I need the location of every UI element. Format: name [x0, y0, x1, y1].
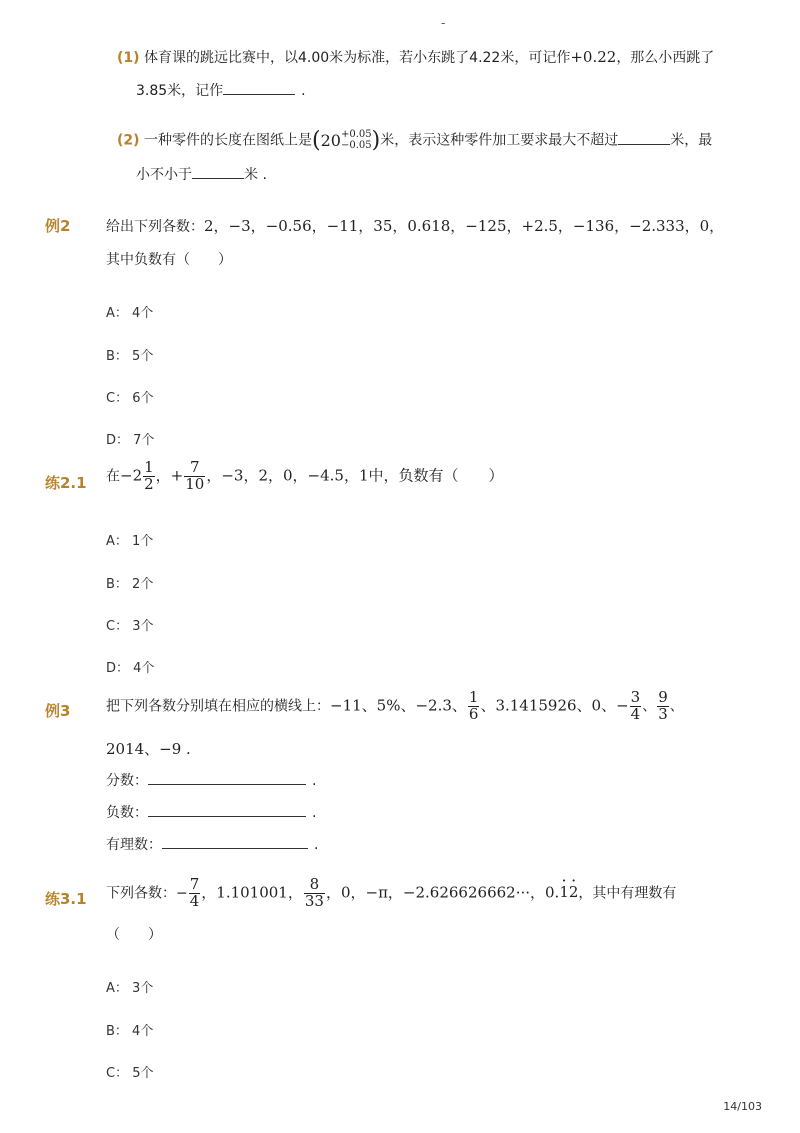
pr31-seg2: ，0，−π，−2.626626662···，0. — [325, 883, 560, 902]
pr21-option-c[interactable]: C： 3个 — [106, 619, 154, 634]
ex3-line1 — [106, 690, 684, 723]
ex3-fill2-label: 负数： — [106, 805, 148, 821]
pr21-option-a[interactable]: A： 1个 — [106, 534, 154, 549]
q2-line2-text: 小不小于 — [136, 167, 192, 183]
ex3-label: 例3 — [45, 702, 71, 720]
ex2-option-b[interactable]: B： 5个 — [106, 349, 154, 364]
ex2-numbers: 2，−3，−0.56，−11，35，0.618，−125，+2.5，−136，−2.333，0， — [204, 217, 725, 235]
ex2-option-d[interactable]: D： 7个 — [106, 433, 155, 448]
ex3-fill3-dot: . — [314, 837, 319, 853]
ex3-frac2: $\frac{3}{4}$ — [630, 688, 641, 723]
header-dash: - — [441, 16, 446, 30]
ex3-rational-blank[interactable] — [162, 834, 308, 849]
ex3-fill-negative — [106, 802, 316, 822]
pr31-frac1: $\frac{7}{4}$ — [189, 875, 200, 910]
ex2-lead: 给出下列各数： — [106, 219, 204, 235]
q2-tol-up: +0.05 — [340, 129, 372, 140]
pr31-seg1: ，1.101001， — [201, 883, 303, 902]
q2-line2 — [136, 164, 267, 184]
ex3-seg1: −11、5%、−2.3、 — [330, 696, 467, 715]
q1-value: +0.22 — [570, 48, 617, 66]
q2-post2: 米，最 — [670, 132, 713, 149]
pr31-line1 — [106, 877, 676, 910]
q2-tol-down: −0.05 — [340, 139, 372, 151]
ex3-fill2-dot: . — [312, 805, 317, 821]
q1-text-b: ，那么小西跳了 — [616, 50, 715, 66]
ex3-fill1-dot: . — [312, 773, 317, 789]
q2-post: 米，表示这种零件加工要求最大不超过 — [380, 132, 619, 149]
pr21-pre: 在 — [106, 468, 120, 485]
ex2-option-c[interactable]: C： 6个 — [106, 391, 154, 406]
q1-end: . — [301, 83, 306, 99]
q2-line1: (2) 一种零件的长度在图纸上是(20 +0.05 −0.05 )米，表示这种零件加工要求最大不超过 米，最 — [117, 128, 713, 153]
ex3-frac1: $\frac{1}{6}$ — [468, 688, 479, 723]
q2-base: 20 — [320, 131, 341, 150]
pr31-pre: 下列各数：− — [106, 885, 188, 902]
ex2-option-a[interactable]: A： 4个 — [106, 306, 154, 321]
ex2-label: 例2 — [45, 217, 71, 235]
q2-end: 米 . — [244, 167, 267, 183]
q2-number: (2) — [117, 132, 140, 149]
ex2-line2: 其中负数有（ ） — [106, 252, 232, 268]
ex3-fill-rational — [106, 834, 318, 854]
q1-text: 体育课的跳远比赛中，以4.00米为标准，若小东跳了4.22米，可记作 — [144, 50, 571, 66]
pr21-neg: −2 — [120, 466, 143, 485]
pr31-seg3: ，其中有理数有 — [578, 885, 677, 902]
ex3-seg4: 、 — [669, 698, 684, 715]
ex3-line2: 2014、−9 . — [106, 740, 191, 758]
ex3-fill-fraction — [106, 770, 316, 790]
pr31-frac2: $\frac{8}{33}$ — [304, 875, 324, 910]
ex3-fill1-label: 分数： — [106, 773, 148, 789]
ex3-pre: 把下列各数分别填在相应的横线上： — [106, 698, 330, 715]
pr21-sep1: ，+ — [155, 466, 184, 485]
ex3-fill3-label: 有理数： — [106, 837, 162, 853]
pr31-repeat-digit1: 1 · — [559, 883, 569, 901]
ex3-negative-blank[interactable] — [148, 802, 306, 817]
pr31-line2: （ ） — [106, 927, 162, 943]
pr21-line1 — [106, 460, 504, 493]
pr31-option-a[interactable]: A： 3个 — [106, 981, 154, 996]
q2-max-blank[interactable] — [618, 130, 670, 145]
q2-pre: 一种零件的长度在图纸上是 — [144, 132, 312, 149]
q2-min-blank[interactable] — [192, 164, 244, 179]
q1-answer-blank[interactable] — [223, 80, 295, 95]
pr21-option-d[interactable]: D： 4个 — [106, 661, 155, 676]
q1-number: (1) — [117, 50, 140, 66]
pr21-option-b[interactable]: B： 2个 — [106, 577, 154, 592]
pr31-option-c[interactable]: C： 5个 — [106, 1066, 154, 1081]
pr31-repeat-digit2: 2 · — [569, 883, 579, 901]
q1-line2-text: 3.85米，记作 — [136, 83, 224, 99]
pr21-rest: ，−3，2，0，−4.5，1中，负数有（ ） — [206, 466, 504, 485]
page-number: 14/103 — [723, 1100, 762, 1113]
ex3-seg2: 、3.1415926、0、− — [480, 696, 629, 715]
pr31-option-b[interactable]: B： 4个 — [106, 1024, 154, 1039]
ex3-fraction-blank[interactable] — [148, 770, 306, 785]
pr31-label: 练3.1 — [45, 890, 87, 908]
ex3-frac3: $\frac{9}{3}$ — [658, 688, 668, 723]
pr21-frac2: $\frac{7}{10}$ — [185, 458, 205, 493]
pr21-label: 练2.1 — [45, 474, 87, 492]
q1-line2 — [136, 80, 306, 100]
pr21-frac1: $\frac{1}{2}$ — [144, 458, 154, 493]
ex2-line1 — [106, 215, 724, 236]
q1-line1 — [117, 47, 714, 67]
ex3-seg3: 、 — [642, 698, 657, 715]
